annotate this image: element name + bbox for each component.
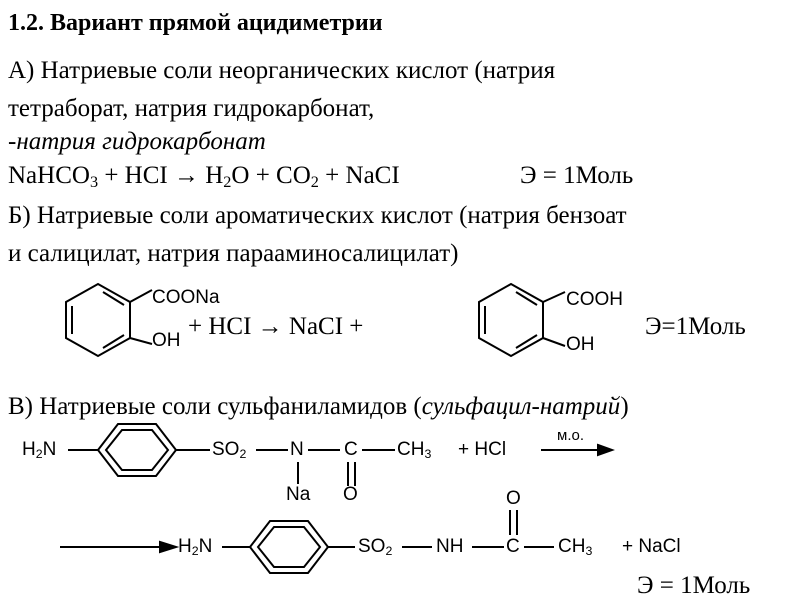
sulfacetamide-row2: [60, 510, 554, 573]
row1-plus-hcl: + HCl: [458, 439, 507, 460]
section-b-line2: и салицилат, натрия парааминосалицилат): [8, 240, 459, 267]
row2-plus-nacl: + NaCl: [622, 536, 681, 557]
section-b-line1: Б) Натриевые соли ароматических кислот (натрия бензоат: [8, 202, 627, 229]
section-a-line2: тетраборат, натрия гидрокарбонат,: [8, 95, 375, 122]
section-a-line1: А) Натриевые соли неорганических кислот (натрия: [8, 57, 556, 84]
row2-nh: NH: [436, 536, 464, 557]
row1-o: O: [343, 484, 358, 505]
reaction-equation-a: NaHCO$_3$ + HCI → $H_2O + CO_2$ + NaCI: [8, 162, 400, 192]
equivalent-c: Э = 1Моль: [637, 572, 751, 599]
reaction-middle-b: + HCI → NaCI +: [188, 313, 364, 340]
row1-na: Na: [286, 484, 311, 505]
equivalent-a: Э = 1Моль: [520, 162, 634, 189]
section-a-line3: -натрия гидрокарбонат: [8, 128, 266, 155]
equivalent-b: Э=1Моль: [645, 313, 746, 340]
row1-so2: $SO_2$: [212, 439, 247, 462]
group-oh-left: OH: [152, 330, 181, 351]
row2-so2: $SO_2$: [358, 536, 393, 559]
sulfacetamide-row1: [68, 424, 598, 486]
row2-ch3: $CH_3$: [558, 536, 593, 559]
benzene-ring-left: [66, 284, 152, 356]
slide-title: 1.2. Вариант прямой ацидиметрии: [8, 10, 383, 36]
row1-c: C: [344, 439, 358, 460]
group-coona: COONa: [152, 287, 220, 308]
row2-h2n: $H_2N$: [178, 536, 213, 559]
group-cooh: COOH: [566, 289, 623, 310]
section-c-line1: В) Натриевые соли сульфаниламидов (сульфацил-натрий): [8, 393, 629, 420]
row1-ch3: $CH_3$: [397, 439, 432, 462]
row1-n: N: [290, 439, 304, 460]
arrow-label-mo: м.о.: [557, 427, 584, 444]
group-oh-right: OH: [566, 334, 595, 355]
benzene-ring-right: [479, 284, 565, 356]
row2-c: C: [506, 536, 520, 557]
row1-h2n: $H_2N$: [22, 439, 57, 462]
row2-o: O: [506, 488, 521, 509]
